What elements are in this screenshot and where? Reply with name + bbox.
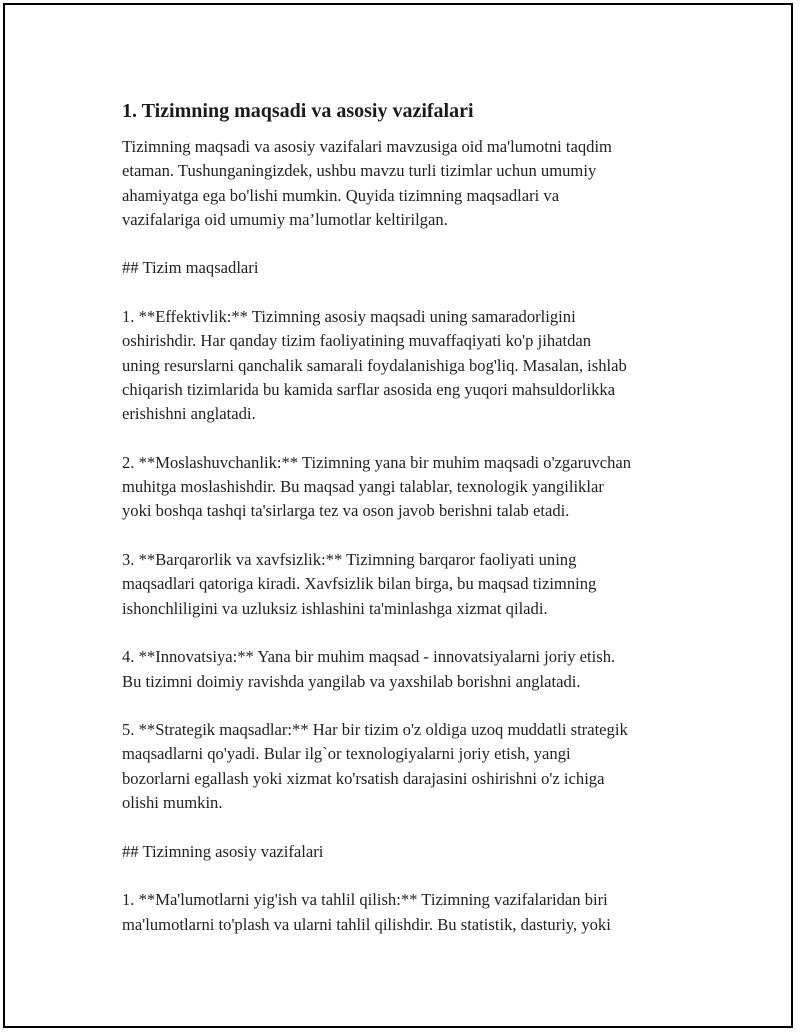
paragraph-list: [122, 135, 702, 937]
text-line: 3. **Barqarorlik va xavfsizlik:** Tizimning barqaror faoliyati uning: [122, 550, 577, 570]
text-line: chiqarish tizimlarida bu kamida sarflar asosida eng yuqori mahsuldorlikka: [122, 379, 616, 399]
text-line: 1. **Ma'lumotlarni yig'ish va tahlil qilish:** Tizimning vazifalaridan biri: [122, 890, 608, 910]
text-line: olishi mumkin.: [122, 793, 223, 813]
text-line: ## Tizimning asosiy vazifalari: [122, 841, 324, 861]
document-title: 1. Tizimning maqsadi va asosiy vazifalari: [122, 100, 474, 122]
paragraph: [122, 888, 702, 937]
text-line: bozorlarni egallash yoki xizmat ko'rsatish darajasini oshirishni o'z ichiga: [122, 768, 605, 788]
text-line: erishishni anglatadi.: [122, 404, 256, 424]
text-line: etaman. Tushunganingizdek, ushbu mavzu turli tizimlar uchun umumiy: [122, 161, 597, 181]
text-line: ma'lumotlarni to'plash va ularni tahlil qilishdir. Bu statistik, dasturiy, yoki: [122, 914, 611, 934]
text-line: uning resurslarni qanchalik samarali foydalanishiga bog'liq. Masalan, ishlab: [122, 355, 627, 375]
text-line: oshirishdir. Har qanday tizim faoliyatining muvaffaqiyati ko'p jihatdan: [122, 331, 592, 351]
text-line: yoki boshqa tashqi ta'sirlarga tez va oson javob berishni talab etadi.: [122, 501, 570, 521]
paragraph: [122, 548, 702, 621]
text-line: 4. **Innovatsiya:** Yana bir muhim maqsad - innovatsiyalarni joriy etish.: [122, 647, 616, 667]
paragraph: [122, 718, 702, 815]
text-line: 2. **Moslashuvchanlik:** Tizimning yana bir muhim maqsadi o'zgaruvchan: [122, 452, 632, 472]
paragraph: [122, 645, 702, 694]
text-line: muhitga moslashishdir. Bu maqsad yangi talablar, texnologik yangiliklar: [122, 477, 604, 497]
paragraph: [122, 135, 702, 232]
text-line: vazifalariga oid umumiy ma’lumotlar keltirilgan.: [122, 209, 448, 229]
text-line: ahamiyatga ega bo'lishi mumkin. Quyida tizimning maqsadlari va: [122, 185, 560, 205]
text-line: 1. **Effektivlik:** Tizimning asosiy maqsadi uning samaradorligini: [122, 307, 576, 327]
paragraph: [122, 840, 702, 864]
text-line: Bu tizimni doimiy ravishda yangilab va yaxshilab borishni anglatadi.: [122, 671, 581, 691]
text-line: maqsadlari qatoriga kiradi. Xavfsizlik bilan birga, bu maqsad tizimning: [122, 574, 597, 594]
text-line: ## Tizim maqsadlari: [122, 258, 259, 278]
text-line: ishonchliligini va uzluksiz ishlashini ta'minlashga xizmat qiladi.: [122, 598, 548, 618]
paragraph: [122, 451, 702, 524]
text-line: Tizimning maqsadi va asosiy vazifalari mavzusiga oid ma'lumotni taqdim: [122, 137, 612, 156]
text-line: 5. **Strategik maqsadlar:** Har bir tizim o'z oldiga uzoq muddatli strategik: [122, 720, 628, 740]
page-frame: [3, 3, 793, 1028]
text-line: maqsadlarni qo'yadi. Bular ilg`or texnologiyalarni joriy etish, yangi: [122, 744, 571, 764]
document-body: [122, 97, 702, 961]
paragraph: [122, 256, 702, 280]
paragraph: [122, 305, 702, 426]
